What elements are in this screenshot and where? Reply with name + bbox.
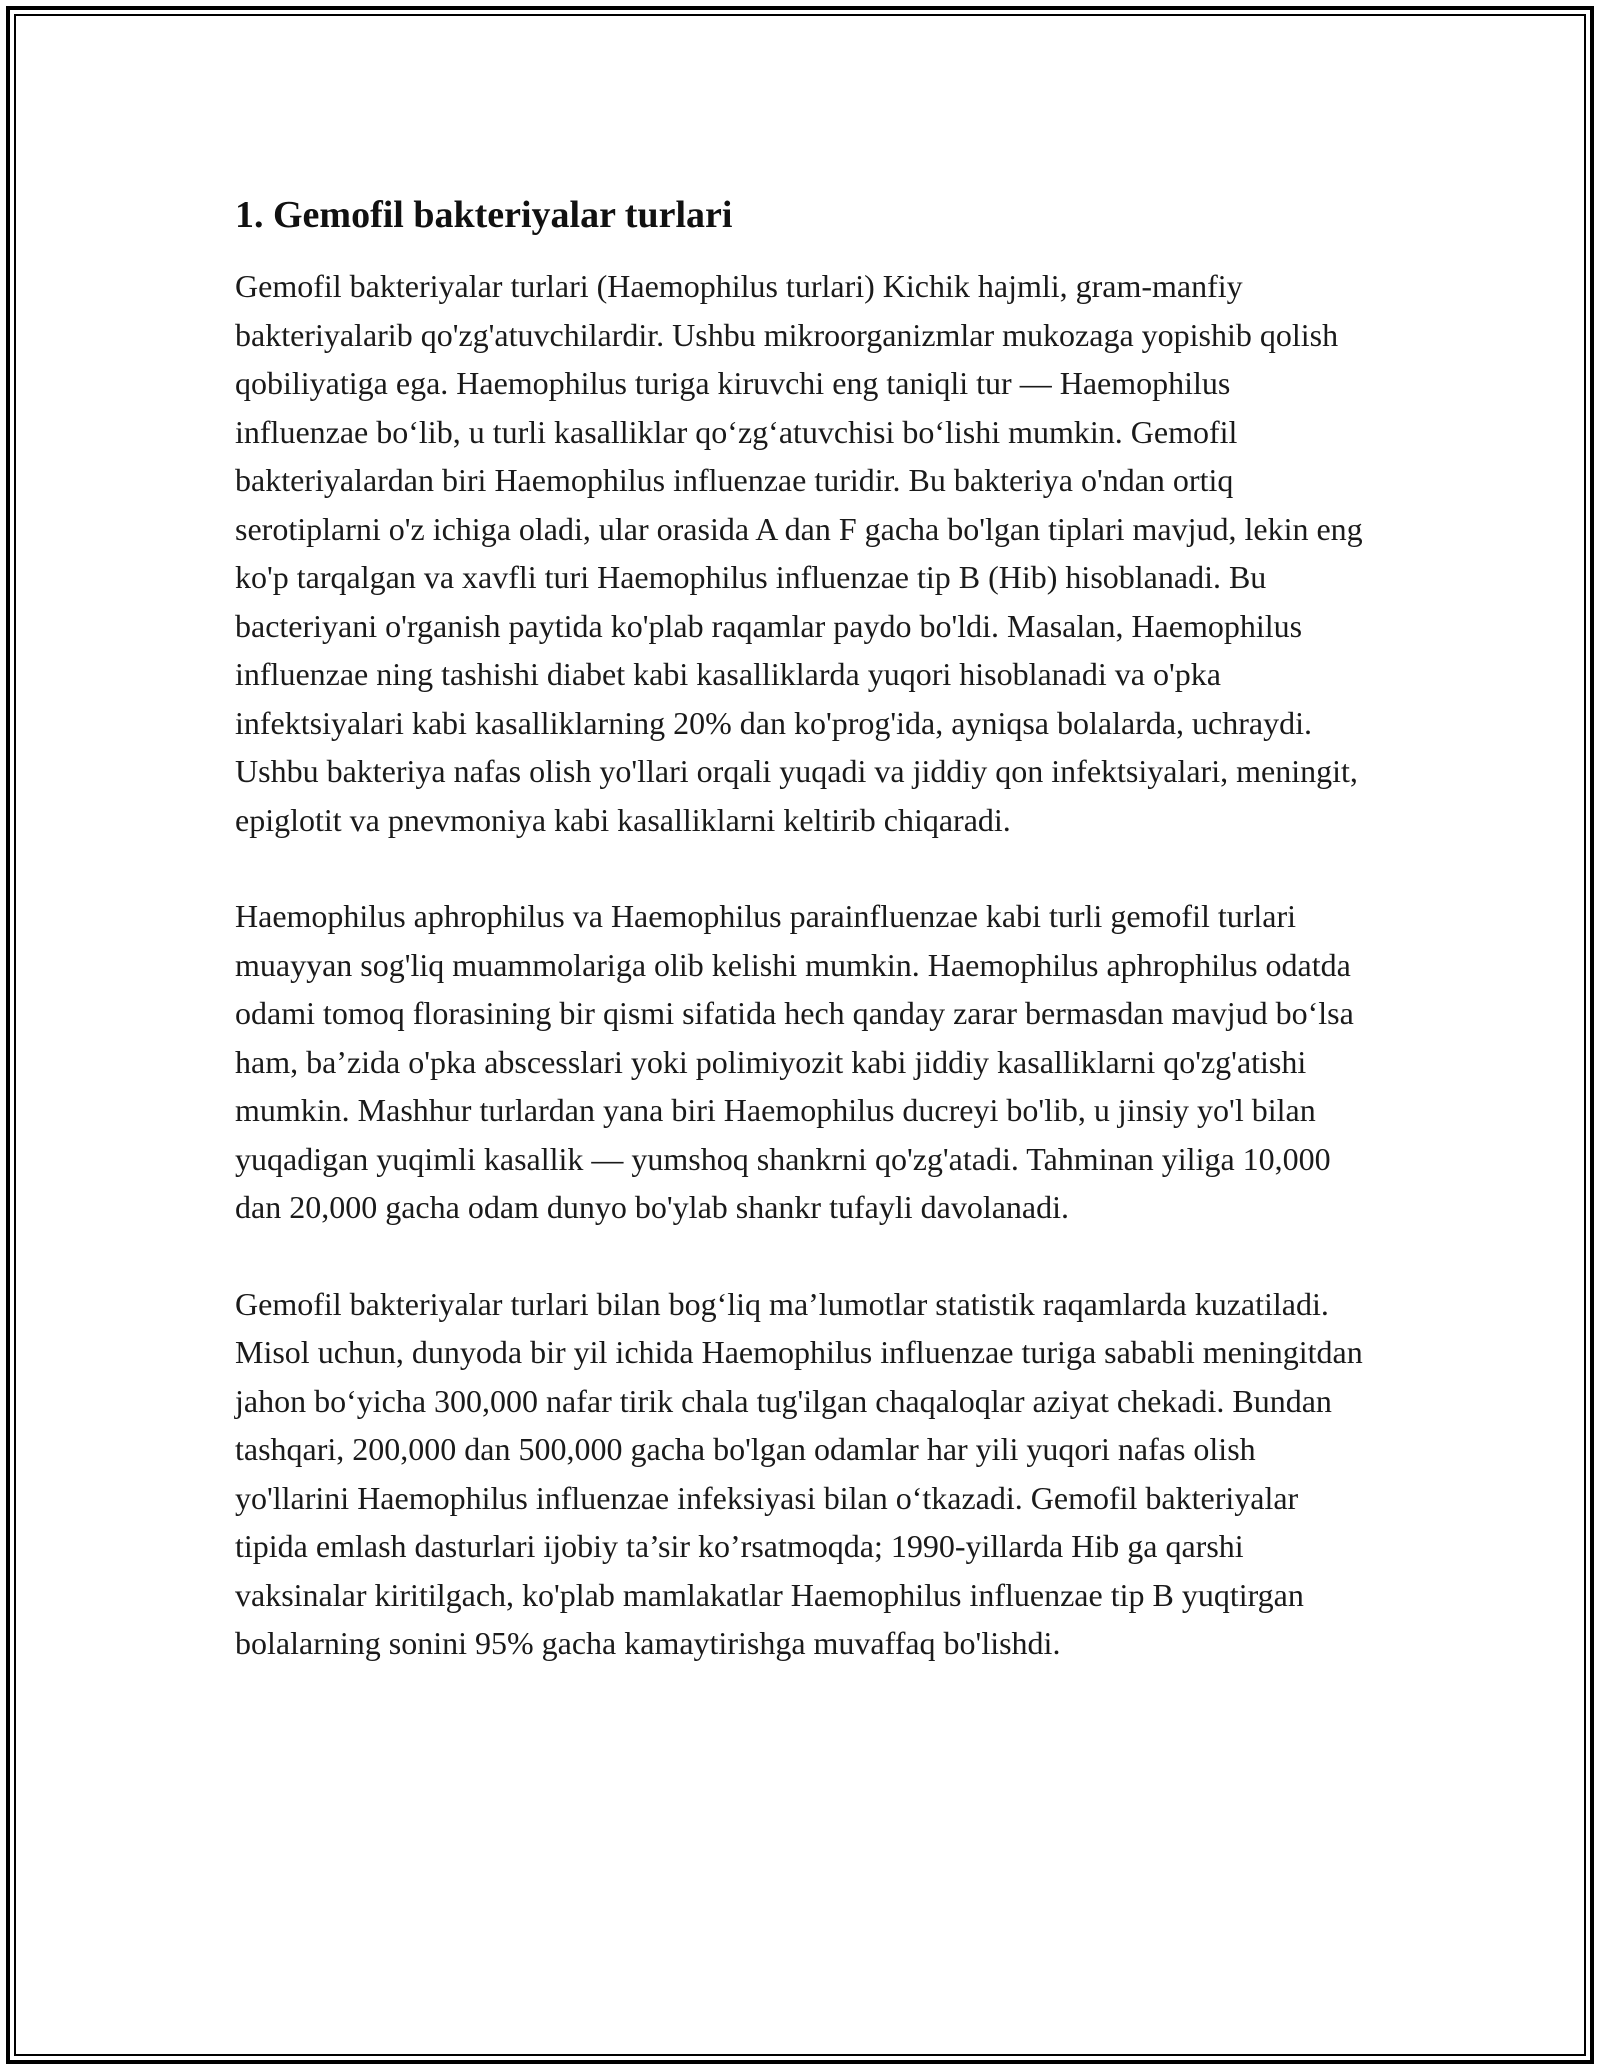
section-heading: 1. Gemofil bakteriyalar turlari	[235, 194, 733, 236]
paragraph-1: Gemofil bakteriyalar turlari (Haemophilus turlari) Kichik hajmli, gram-manfiy bakteriyalarib qo'zg'atuvchilardir. Ushbu mikroorganizmlar mukozaga yopishib qolish qobiliyatiga ega. Haemophilus turiga kiruvchi eng taniqli tur — Haemophilus influenzae bo‘lib, u turli kasalliklar qo‘zg‘atuvchisi bo‘lishi mumkin. Gemofil bakteriyalardan biri Haemophilus influenzae turidir. Bu bakteriya o'ndan ortiq serotiplarni o'z ichiga oladi, ular orasida A dan F gacha bo'lgan tiplari mavjud, lekin eng ko'p tarqalgan va xavfli turi Haemophilus influenzae tip B (Hib) hisoblanadi. Bu bacteriyani o'rganish paytida ko'plab raqamlar paydo bo'ldi. Masalan, Haemophilus influenzae ning tashishi diabet kabi kasalliklarda yuqori hisoblanadi va o'pka infektsiyalari kabi kasalliklarning 20% dan ko'prog'ida, ayniqsa bolalarda, uchraydi. Ushbu bakteriya nafas olish yo'llari orqali yuqadi va jiddiy qon infektsiyalari, meningit, epiglotit va pnevmoniya kabi kasalliklarni keltirib chiqaradi.	[235, 268, 1363, 838]
paragraph-2: Haemophilus aphrophilus va Haemophilus parainfluenzae kabi turli gemofil turlari muayyan sog'liq muammolariga olib kelishi mumkin. Haemophilus aphrophilus odatda odami tomoq florasining bir qismi sifatida hech qanday zarar bermasdan mavjud bo‘lsa ham, ba’zida o'pka abscesslari yoki polimiyozit kabi jiddiy kasalliklarni qo'zg'atishi mumkin. Mashhur turlardan yana biri Haemophilus ducreyi bo'lib, u jinsiy yo'l bilan yuqadigan yuqimli kasallik — yumshoq shankrni qo'zg'atadi. Tahminan yiliga 10,000 dan 20,000 gacha odam dunyo bo'ylab shankr tufayli davolanadi.	[235, 898, 1354, 1225]
document-body	[235, 190, 1370, 1716]
paragraph-3: Gemofil bakteriyalar turlari bilan bog‘liq ma’lumotlar statistik raqamlarda kuzatiladi. Misol uchun, dunyoda bir yil ichida Haemophilus influenzae turiga sababli meningitdan jahon bo‘yicha 300,000 nafar tirik chala tug'ilgan chaqaloqlar aziyat chekadi. Bundan tashqari, 200,000 dan 500,000 gacha bo'lgan odamlar har yili yuqori nafas olish yo'llarini Haemophilus influenzae infeksiyasi bilan o‘tkazadi. Gemofil bakteriyalar tipida emlash dasturlari ijobiy ta’sir ko’rsatmoqda; 1990-yillarda Hib ga qarshi vaksinalar kiritilgach, ko'plab mamlakatlar Haemophilus influenzae tip B yuqtirgan bolalarning sonini 95% gacha kamaytirishga muvaffaq bo'lishdi.	[235, 1285, 1363, 1661]
